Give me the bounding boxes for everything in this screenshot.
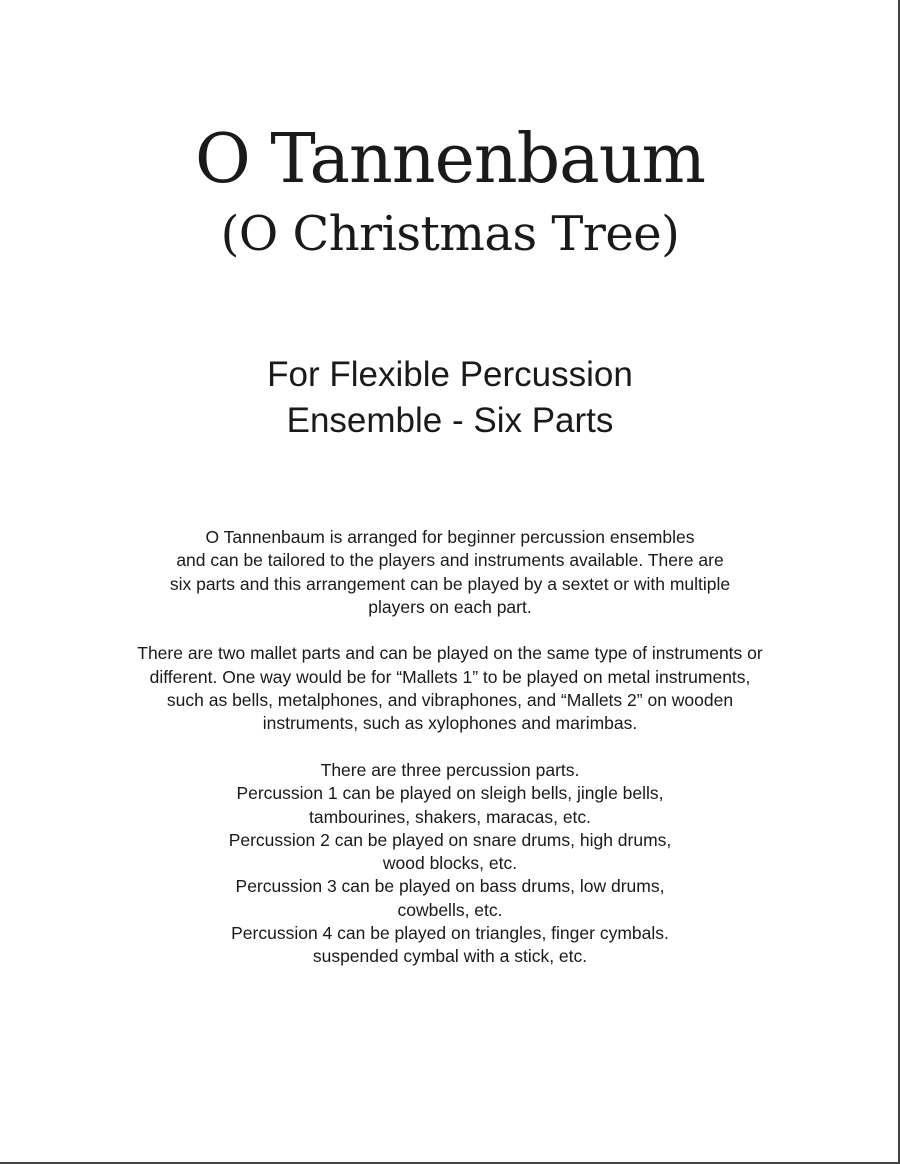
text-line: tambourines, shakers, maracas, etc. xyxy=(308,806,592,827)
text-line: There are two mallet parts and can be played on the same type of instruments or xyxy=(137,643,763,664)
text-line: such as bells, metalphones, and vibraphones, and “Mallets 2” on wooden xyxy=(166,690,734,711)
mallets-paragraph xyxy=(0,642,900,735)
ensemble-line: Ensemble - Six Parts xyxy=(286,401,614,440)
text-line: O Tannenbaum is arranged for beginner percussion ensembles xyxy=(205,527,695,547)
text-line: Percussion 2 can be played on snare drums, high drums, xyxy=(228,829,672,850)
text-line: cowbells, etc. xyxy=(397,899,503,920)
text-line: Percussion 3 can be played on bass drums, low drums, xyxy=(235,876,665,897)
percussion-paragraph xyxy=(0,759,900,969)
page-title: O Tannenbaum xyxy=(195,120,705,199)
intro-paragraph xyxy=(0,526,900,619)
text-line: There are three percussion parts. xyxy=(320,759,580,780)
text-line: Percussion 1 can be played on sleigh bells, jingle bells, xyxy=(236,783,664,804)
text-line: and can be tailored to the players and instruments available. There are xyxy=(176,550,724,571)
text-line: six parts and this arrangement can be played by a sextet or with multiple xyxy=(169,573,731,594)
description-body xyxy=(0,526,900,992)
text-line: instruments, such as xylophones and marimbas. xyxy=(262,713,638,734)
text-line: wood blocks, etc. xyxy=(382,853,518,874)
ensemble-line: For Flexible Percussion xyxy=(267,355,633,394)
text-line: different. One way would be for “Mallets 1” to be played on metal instruments, xyxy=(149,666,751,687)
ensemble-heading xyxy=(0,352,900,444)
text-line: suspended cymbal with a stick, etc. xyxy=(312,946,588,967)
text-line: Percussion 4 can be played on triangles, finger cymbals. xyxy=(231,923,669,944)
page-subtitle: (O Christmas Tree) xyxy=(220,206,680,262)
text-line: players on each part. xyxy=(368,596,532,617)
